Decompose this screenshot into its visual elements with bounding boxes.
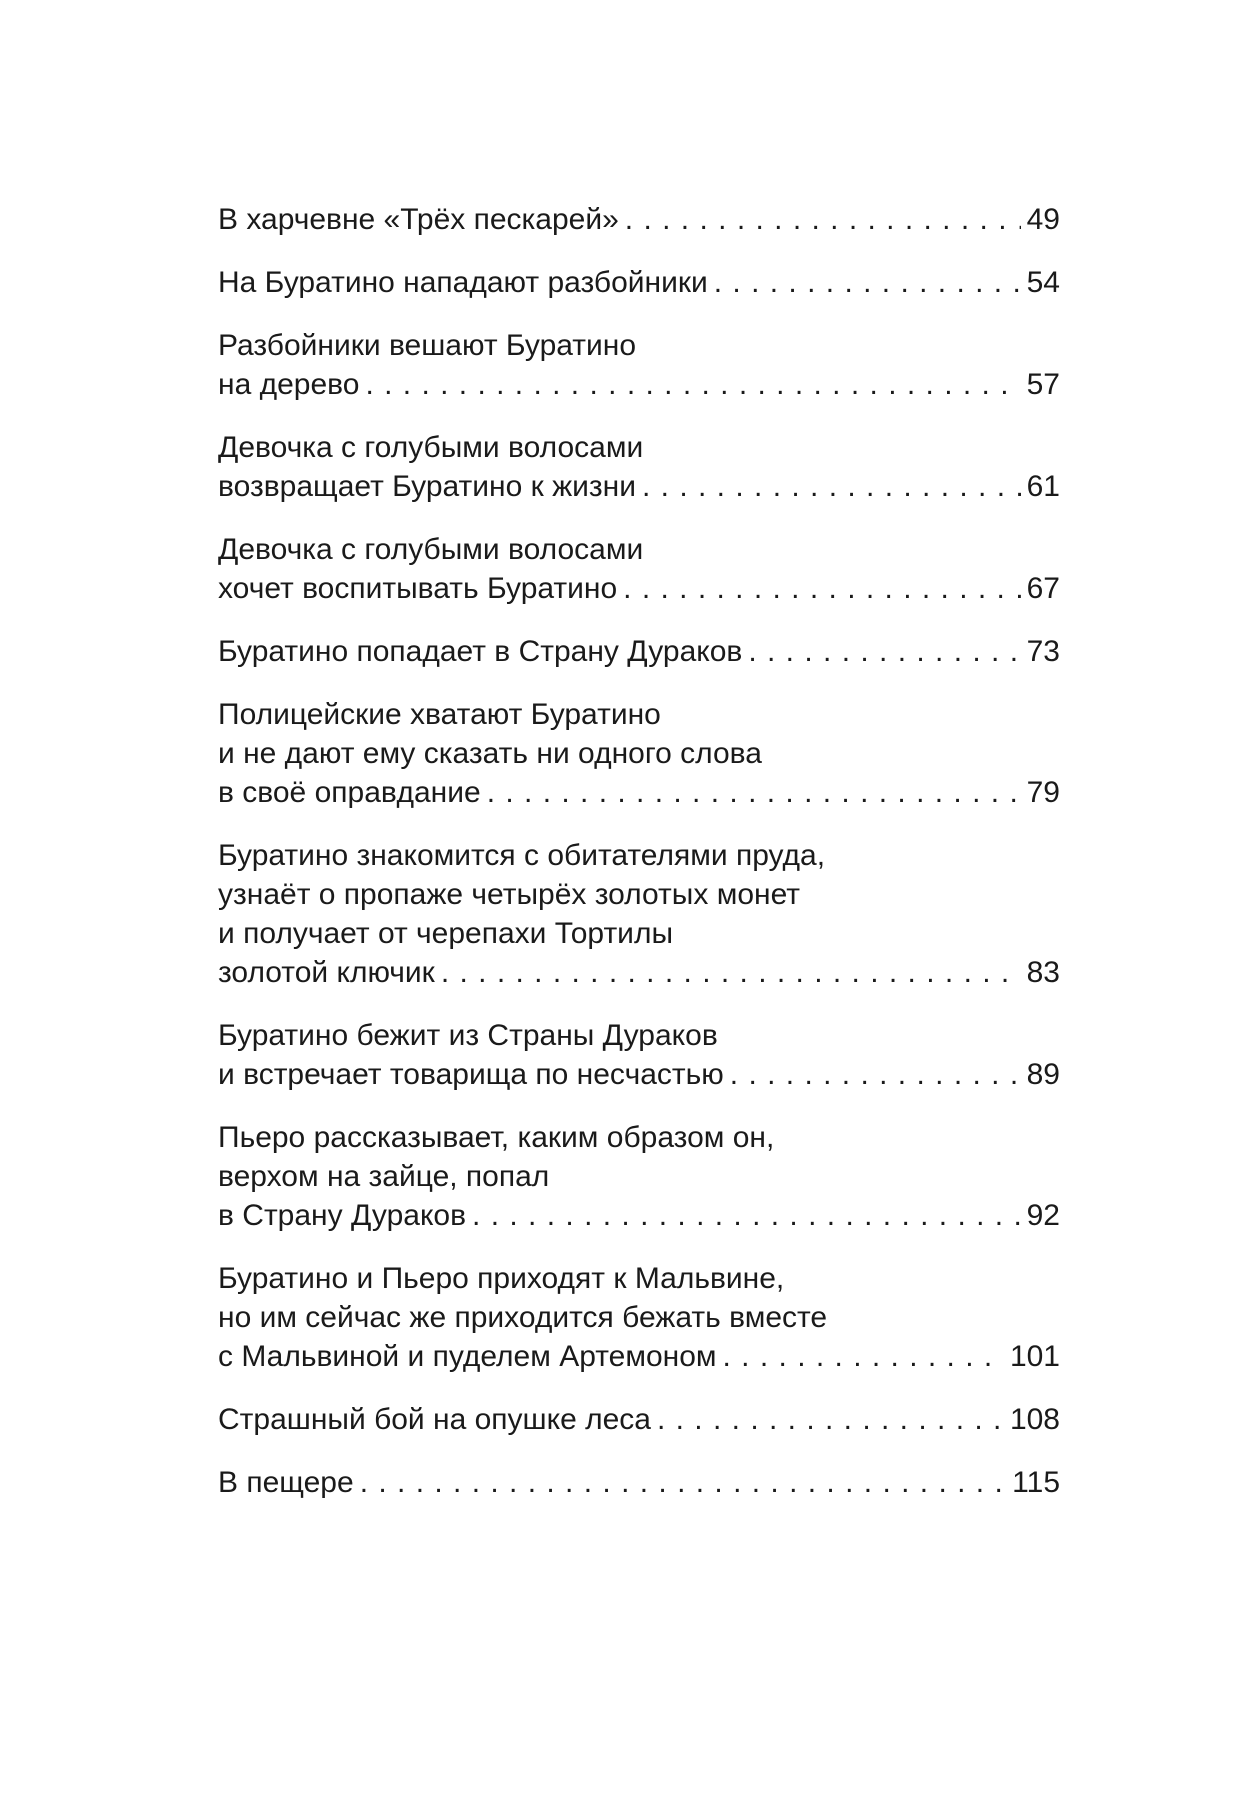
- toc-entry-final-line: [218, 467, 1060, 506]
- toc-page-number: 49: [1026, 203, 1060, 236]
- toc-entry: [218, 836, 1060, 992]
- toc-entry-title-line: Буратино бежит из Страны Дураков: [218, 1019, 718, 1052]
- toc-entry-title-line: Страшный бой на опушке леса: [218, 1403, 651, 1436]
- toc-entry-title-line: Буратино попадает в Страну Дураков: [218, 635, 743, 668]
- toc-page-number: 79: [1026, 776, 1060, 809]
- toc-entry-final-line: [218, 1400, 1060, 1439]
- toc-entry-title-line: золотой ключик: [218, 956, 435, 989]
- dot-leader: [625, 200, 1021, 239]
- toc-entry-title-line: На Буратино нападают разбойники: [218, 266, 708, 299]
- toc-entry: [218, 1463, 1060, 1502]
- toc-entry-title-line: Разбойники вешают Буратино: [218, 329, 637, 362]
- dot-leader: [487, 773, 1021, 812]
- dot-leader: [623, 569, 1020, 608]
- toc-entry: [218, 428, 1060, 506]
- toc-entry-final-line: [218, 773, 1060, 812]
- dot-leader: [360, 1463, 1006, 1502]
- toc-entry-final-line: [218, 365, 1060, 404]
- toc-entry-title-line: в Страну Дураков: [218, 1199, 467, 1232]
- toc-entry: [218, 1118, 1060, 1235]
- toc-entry-final-line: [218, 953, 1060, 992]
- toc-entry-title-line: верхом на зайце, попал: [218, 1160, 550, 1193]
- toc-entry-title-line: В харчевне «Трёх пескарей»: [218, 203, 619, 236]
- toc-page-number: 92: [1026, 1199, 1060, 1232]
- toc-entry-final-line: [218, 200, 1060, 239]
- toc-entry-title-line: и не дают ему сказать ни одного слова: [218, 737, 762, 770]
- toc-entry-title-line: хочет воспитывать Буратино: [218, 572, 618, 605]
- dot-leader: [365, 365, 1020, 404]
- toc-entry: [218, 1259, 1060, 1376]
- toc-entry-final-line: [218, 632, 1060, 671]
- toc-entry-final-line: [218, 569, 1060, 608]
- toc-entry-title-line: и встречает товарища по несчастью: [218, 1058, 724, 1091]
- toc-page-number: 83: [1026, 956, 1060, 989]
- dot-leader: [714, 263, 1021, 302]
- toc-page-number: 67: [1026, 572, 1060, 605]
- toc-entry-title-line: но им сейчас же приходится бежать вместе: [218, 1301, 828, 1334]
- dot-leader: [472, 1196, 1021, 1235]
- dot-leader: [441, 953, 1021, 992]
- toc-entry: [218, 1016, 1060, 1094]
- toc-page-number: 73: [1026, 635, 1060, 668]
- dot-leader: [730, 1055, 1021, 1094]
- toc-entry-title-line: В пещере: [218, 1466, 354, 1499]
- dot-leader: [748, 632, 1020, 671]
- toc-entry: [218, 632, 1060, 671]
- toc-page-number: 89: [1026, 1058, 1060, 1091]
- toc-entry: [218, 263, 1060, 302]
- toc-page-number: 61: [1026, 470, 1060, 503]
- toc-page-number: 54: [1026, 266, 1060, 299]
- toc-entry: [218, 695, 1060, 812]
- toc-page-number: 101: [1009, 1340, 1060, 1373]
- toc-entry: [218, 530, 1060, 608]
- dot-leader: [657, 1400, 1004, 1439]
- toc-entry: [218, 326, 1060, 404]
- toc-entry-title-line: узнаёт о пропаже четырёх золотых монет: [218, 878, 800, 911]
- toc-entry: [218, 200, 1060, 239]
- dot-leader: [642, 467, 1021, 506]
- toc-entry-final-line: [218, 1196, 1060, 1235]
- toc-entry-title-line: в своё оправдание: [218, 776, 481, 809]
- toc-entry-title-line: возвращает Буратино к жизни: [218, 470, 636, 503]
- toc-entry-title-line: с Мальвиной и пуделем Артемоном: [218, 1340, 717, 1373]
- toc-entry-title-line: Пьеро рассказывает, каким образом он,: [218, 1121, 775, 1154]
- toc-entry-title-line: Буратино знакомится с обитателями пруда,: [218, 839, 826, 872]
- toc-entry-title-line: и получает от черепахи Тортилы: [218, 917, 674, 950]
- toc-entry-final-line: [218, 1463, 1060, 1502]
- table-of-contents: [218, 200, 1060, 1526]
- toc-entry: [218, 1400, 1060, 1439]
- toc-page-number: 57: [1026, 368, 1060, 401]
- toc-entry-final-line: [218, 1055, 1060, 1094]
- toc-entry-final-line: [218, 1337, 1060, 1376]
- toc-page-number: 115: [1012, 1466, 1060, 1499]
- toc-entry-title-line: Буратино и Пьеро приходят к Мальвине,: [218, 1262, 785, 1295]
- dot-leader: [723, 1337, 1004, 1376]
- toc-entry-final-line: [218, 263, 1060, 302]
- toc-entry-title-line: Девочка с голубыми волосами: [218, 431, 644, 464]
- toc-entry-title-line: на дерево: [218, 368, 360, 401]
- toc-entry-title-line: Девочка с голубыми волосами: [218, 533, 644, 566]
- toc-page-number: 108: [1009, 1403, 1060, 1436]
- toc-entry-title-line: Полицейские хватают Буратино: [218, 698, 661, 731]
